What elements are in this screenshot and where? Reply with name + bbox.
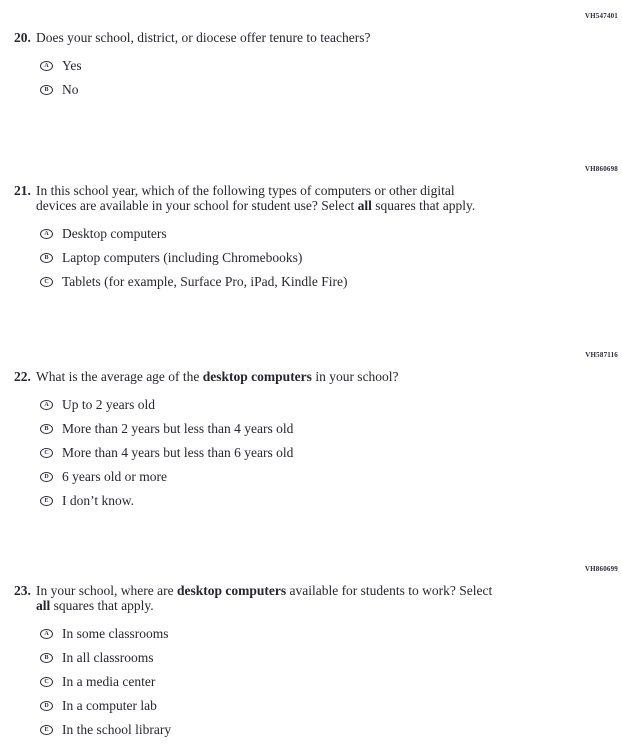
answer-oval-icon[interactable] xyxy=(40,472,53,482)
answer-option[interactable] xyxy=(40,226,622,241)
item-id-code: VH860698 xyxy=(584,165,618,173)
answer-option[interactable] xyxy=(40,58,622,73)
answer-option-label: In a media center xyxy=(62,674,156,689)
answer-option-label: No xyxy=(62,82,79,97)
prompt-segment: all xyxy=(357,198,372,213)
answer-option[interactable] xyxy=(40,493,622,508)
answer-option-label: Tablets (for example, Surface Pro, iPad, Kindle Fire) xyxy=(62,274,348,289)
answer-oval-letter: D xyxy=(44,702,49,709)
answer-option-label: Yes xyxy=(62,58,82,73)
question-prompt xyxy=(36,30,371,45)
question-22 xyxy=(0,351,622,517)
answer-oval-letter: A xyxy=(44,401,49,408)
answer-oval-letter: D xyxy=(44,473,49,480)
prompt-segment: squares that apply. xyxy=(371,198,476,213)
question-number: 23. xyxy=(14,583,31,598)
answer-oval-icon[interactable] xyxy=(40,677,53,687)
answer-oval-icon[interactable] xyxy=(40,253,53,263)
answer-option-label: In the school library xyxy=(62,722,172,737)
answer-option[interactable] xyxy=(40,674,622,689)
prompt-line xyxy=(36,30,371,45)
question-20 xyxy=(0,12,622,106)
answer-oval-letter: C xyxy=(44,278,49,285)
answer-oval-letter: E xyxy=(44,726,49,733)
answer-oval-letter: C xyxy=(44,678,49,685)
prompt-segment: squares that apply. xyxy=(50,598,154,613)
prompt-segment: desktop computers xyxy=(202,369,312,384)
item-id-code: VH860699 xyxy=(584,565,618,573)
answer-option[interactable] xyxy=(40,650,622,665)
question-prompt-row xyxy=(0,165,622,213)
question-prompt-row xyxy=(0,12,622,45)
answer-option[interactable] xyxy=(40,626,622,641)
answer-option[interactable] xyxy=(40,274,622,289)
prompt-segment: Does your school, district, or diocese offer tenure to teachers? xyxy=(36,30,371,45)
question-number: 21. xyxy=(14,183,31,198)
answer-option-label: Desktop computers xyxy=(62,226,167,241)
question-23 xyxy=(0,565,622,746)
answer-option-label: I don’t know. xyxy=(62,493,134,508)
answer-option-label: Up to 2 years old xyxy=(62,397,155,412)
answer-option[interactable] xyxy=(40,722,622,737)
question-prompt-row xyxy=(0,351,622,384)
answer-oval-letter: E xyxy=(44,497,49,504)
item-id-code: VH547401 xyxy=(584,12,618,20)
answer-oval-letter: B xyxy=(44,654,49,661)
answer-option-label: Laptop computers (including Chromebooks) xyxy=(62,250,303,265)
prompt-line xyxy=(36,583,492,598)
prompt-segment: devices are available in your school for student use? Select xyxy=(36,198,358,213)
answer-option-label: 6 years old or more xyxy=(62,469,167,484)
answer-oval-letter: A xyxy=(44,630,49,637)
answer-oval-icon[interactable] xyxy=(40,424,53,434)
answer-option[interactable] xyxy=(40,397,622,412)
answer-oval-icon[interactable] xyxy=(40,229,53,239)
prompt-segment: desktop computers xyxy=(176,583,287,598)
prompt-line xyxy=(36,183,475,198)
prompt-segment: In this school year, which of the following types of computers or other digital xyxy=(36,183,455,198)
answer-oval-icon[interactable] xyxy=(40,496,53,506)
answer-oval-icon[interactable] xyxy=(40,448,53,458)
question-number: 20. xyxy=(14,30,31,45)
answer-option-label: More than 4 years but less than 6 years old xyxy=(62,445,294,460)
answer-option[interactable] xyxy=(40,250,622,265)
answer-options xyxy=(40,397,622,508)
answer-oval-letter: A xyxy=(44,230,49,237)
answer-oval-icon[interactable] xyxy=(40,400,53,410)
answer-oval-icon[interactable] xyxy=(40,277,53,287)
prompt-line xyxy=(36,369,399,384)
answer-option-label: In all classrooms xyxy=(62,650,154,665)
question-prompt-row xyxy=(0,565,622,613)
answer-oval-letter: B xyxy=(44,86,49,93)
answer-oval-icon[interactable] xyxy=(40,725,53,735)
answer-option[interactable] xyxy=(40,421,622,436)
answer-option[interactable] xyxy=(40,445,622,460)
answer-option[interactable] xyxy=(40,82,622,97)
question-prompt xyxy=(36,369,399,384)
prompt-segment: all xyxy=(36,598,51,613)
prompt-line xyxy=(36,198,475,213)
answer-options xyxy=(40,226,622,289)
question-prompt xyxy=(36,183,475,213)
answer-oval-letter: B xyxy=(44,254,49,261)
question-21 xyxy=(0,165,622,298)
prompt-segment: available for students to work? Select xyxy=(286,583,493,598)
prompt-segment: In your school, where are xyxy=(36,583,177,598)
answer-option[interactable] xyxy=(40,469,622,484)
answer-oval-icon[interactable] xyxy=(40,629,53,639)
answer-oval-letter: A xyxy=(44,62,49,69)
answer-option-label: In a computer lab xyxy=(62,698,157,713)
answer-oval-letter: C xyxy=(44,449,49,456)
answer-option-label: In some classrooms xyxy=(62,626,169,641)
answer-oval-icon[interactable] xyxy=(40,61,53,71)
answer-oval-icon[interactable] xyxy=(40,85,53,95)
answer-oval-letter: B xyxy=(44,425,49,432)
prompt-segment: What is the average age of the xyxy=(36,369,203,384)
answer-oval-icon[interactable] xyxy=(40,653,53,663)
prompt-line xyxy=(36,598,492,613)
answer-oval-icon[interactable] xyxy=(40,701,53,711)
answer-options xyxy=(40,58,622,97)
item-id-code: VH587116 xyxy=(585,351,618,359)
answer-options xyxy=(40,626,622,737)
question-number: 22. xyxy=(14,369,31,384)
question-prompt xyxy=(36,583,492,613)
answer-option[interactable] xyxy=(40,698,622,713)
answer-option-label: More than 2 years but less than 4 years old xyxy=(62,421,294,436)
prompt-segment: in your school? xyxy=(311,369,399,384)
